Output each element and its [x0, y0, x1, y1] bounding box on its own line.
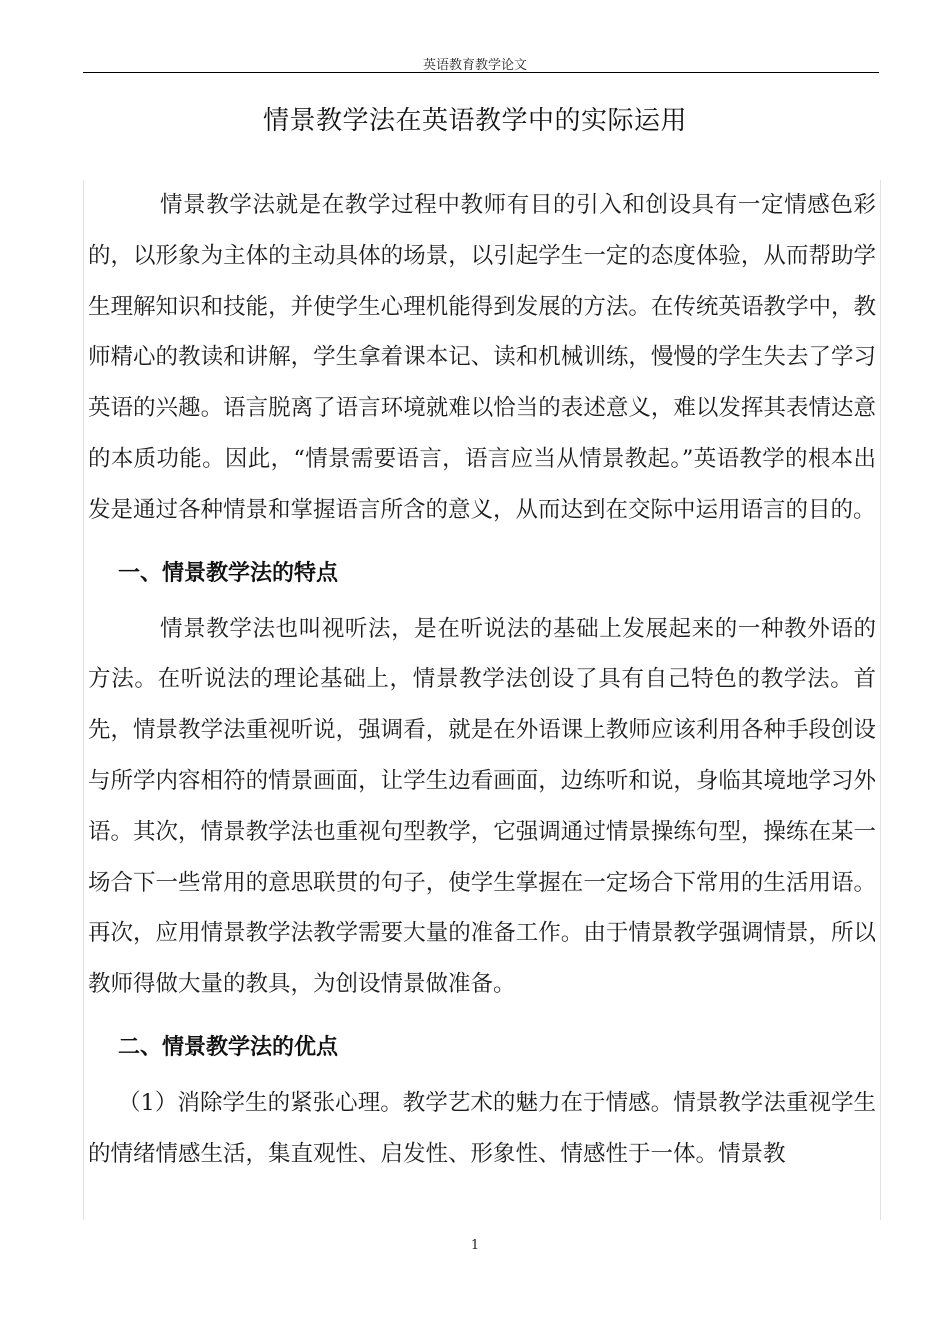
page-number: 1 — [470, 1238, 480, 1253]
advantages-paragraph: （1）消除学生的紧张心理。教学艺术的魅力在于情感。情景教学法重视学生的情绪情感生活，集直观性、启发性、形象性、情感性于一体。情景教 — [88, 1089, 876, 1167]
intro-paragraph: 情景教学法就是在教学过程中教师有目的引入和创设具有一定情感色彩的，以形象为主体的主动具体的场景，以引起学生一定的态度体验，从而帮助学生理解知识和技能，并使学生心理机能得到发展的方法。在传统英语教学中，教师精心的教读和讲解，学生拿着课本记、读和机械训练，慢慢的学生失去了学习英语的兴趣。语言脱离了语言环境就难以恰当的表述意义，难以发挥其表情达意的本质功能。因此，“情景需要语言，语言应当从情景教起。”英语教学的根本出发是通过各种情景和掌握语言所含的意义，从而达到在交际中运用语言的目的。 — [88, 192, 876, 523]
section-heading-advantages: 二、情景教学法的优点 — [118, 1034, 339, 1060]
features-paragraph: 情景教学法也叫视听法，是在听说法的基础上发展起来的一种教外语的方法。在听说法的理论基础上，情景教学法创设了具有自己特色的教学法。首先，情景教学法重视听说，强调看，就是在外语课上教师应该利用各种手段创设与所学内容相符的情景画面，让学生边看画面，边练听和说，身临其境地学习外语。其次，情景教学法也重视句型教学，它强调通过情景操练句型，操练在某一场合下一些常用的意思联贯的句子，使学生掌握在一定场合下常用的生活用语。再次，应用情景教学法教学需要大量的准备工作。由于情景教学强调情景，所以教师得做大量的教具，为创设情景做准备。 — [88, 615, 876, 998]
document-body — [88, 180, 876, 1180]
header-rule — [83, 72, 879, 73]
document-title: 情景教学法在英语教学中的实际运用 — [262, 106, 687, 136]
running-header: 英语教育教学论文 — [422, 58, 527, 73]
section-heading-features: 一、情景教学法的特点 — [118, 560, 339, 586]
